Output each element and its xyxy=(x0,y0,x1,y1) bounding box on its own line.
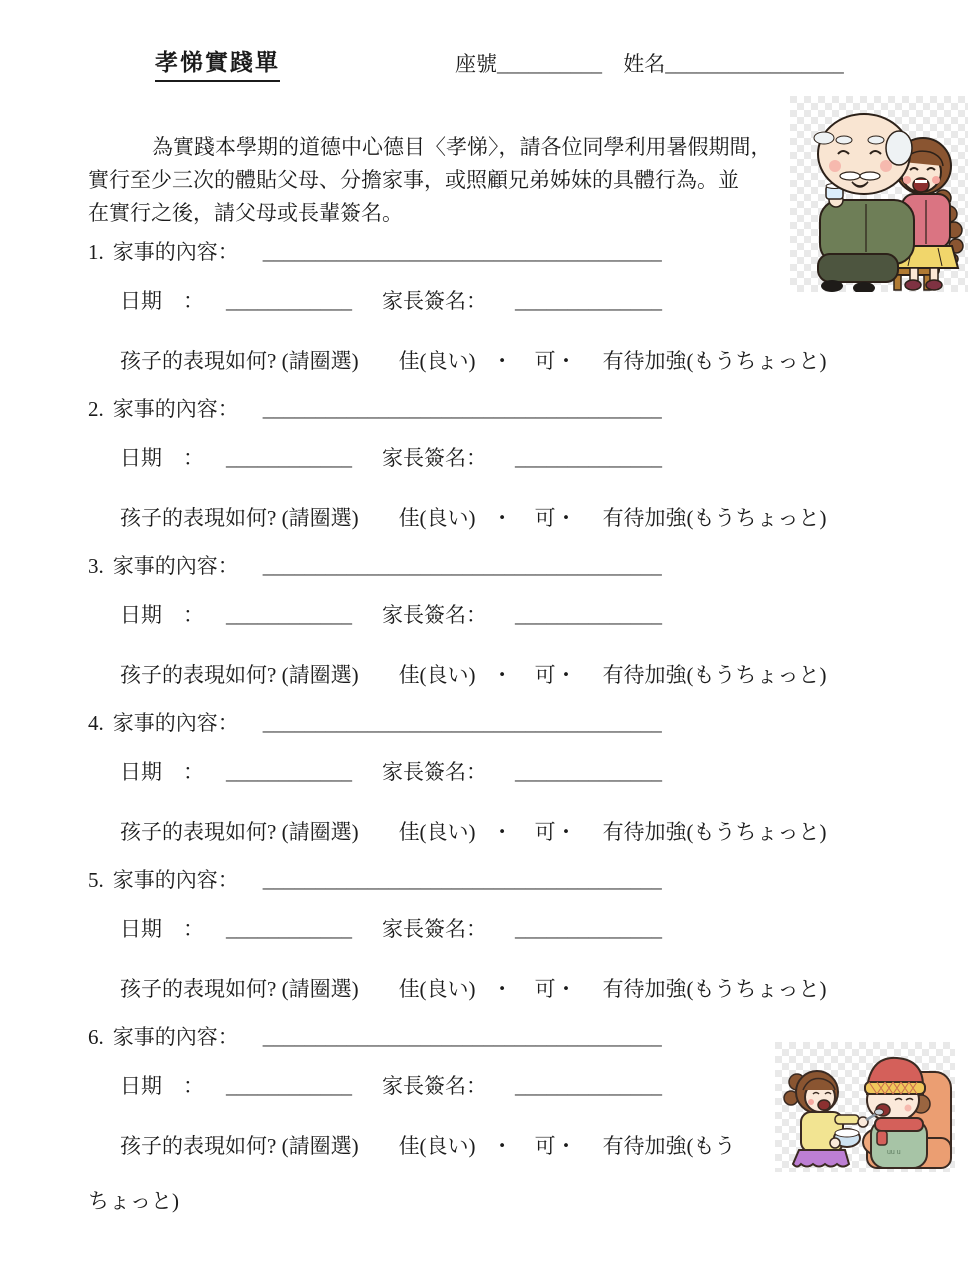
practice-item-5 xyxy=(0,865,970,1022)
parent-signature-blank[interactable]: ______________ xyxy=(515,917,662,941)
rating-option-ok[interactable]: 可・ xyxy=(534,977,577,1001)
rating-option-ok[interactable]: 可・ xyxy=(534,506,577,530)
header-fields xyxy=(455,48,844,78)
item-number: 3. xyxy=(88,554,104,578)
item-number: 4. xyxy=(88,711,104,735)
rating-separator: ・ xyxy=(491,506,513,530)
date-blank[interactable]: ____________ xyxy=(226,1074,352,1098)
date-label: 日期 ： xyxy=(120,446,204,470)
date-blank[interactable]: ____________ xyxy=(226,289,352,313)
date-label: 日期 ： xyxy=(120,1074,204,1098)
rating-separator: ・ xyxy=(491,1134,513,1158)
rating-option-good[interactable]: 佳(良い) xyxy=(398,506,476,530)
parent-signature-blank[interactable]: ______________ xyxy=(515,603,662,627)
parent-signature-blank[interactable]: ______________ xyxy=(515,1074,662,1098)
practice-item-4 xyxy=(0,708,970,865)
rating-option-needs-improvement-overflow: ちょっと) xyxy=(88,1189,179,1213)
practice-item-2 xyxy=(0,394,970,551)
parent-signature-label: 家長簽名： xyxy=(382,446,487,470)
date-blank[interactable]: ____________ xyxy=(226,917,352,941)
page-title: 孝悌實踐單 xyxy=(155,44,280,82)
svg-text:uu u: uu u xyxy=(887,1149,901,1156)
intro-line-2: 實行至少三次的體貼父母、分擔家事，或照顧兄弟姊妹的具體行為。並 xyxy=(88,168,739,192)
date-label: 日期 ： xyxy=(120,603,204,627)
rating-question: 孩子的表現如何? (請圈選) xyxy=(120,820,359,844)
rating-option-good[interactable]: 佳(良い) xyxy=(398,820,476,844)
parent-signature-blank[interactable]: ______________ xyxy=(515,760,662,784)
parent-signature-label: 家長簽名： xyxy=(382,760,487,784)
date-label: 日期 ： xyxy=(120,289,204,313)
chore-content-blank[interactable]: ______________________________________ xyxy=(262,554,662,578)
chore-content-blank[interactable]: ______________________________________ xyxy=(262,711,662,735)
illustration-feeding-grandmother xyxy=(775,1042,955,1172)
date-blank[interactable]: ____________ xyxy=(226,760,352,784)
parent-signature-blank[interactable]: ______________ xyxy=(515,289,662,313)
rating-option-ok[interactable]: 可・ xyxy=(534,349,577,373)
date-blank[interactable]: ____________ xyxy=(226,603,352,627)
chore-content-label: 家事的內容： xyxy=(112,1025,239,1049)
item-number: 1. xyxy=(88,240,104,264)
date-label: 日期 ： xyxy=(120,760,204,784)
intro-line-3: 在實行之後，請父母或長輩簽名。 xyxy=(88,201,403,225)
rating-question: 孩子的表現如何? (請圈選) xyxy=(120,1134,359,1158)
rating-option-ok[interactable]: 可・ xyxy=(534,820,577,844)
chore-content-blank[interactable]: ______________________________________ xyxy=(262,397,662,421)
name-label: 姓名 xyxy=(623,52,666,76)
header xyxy=(0,44,970,84)
parent-signature-label: 家長簽名： xyxy=(382,289,487,313)
grandfather-massage-icon xyxy=(790,96,968,292)
rating-option-needs-improvement[interactable]: 有待加強(もうちょっと) xyxy=(602,663,827,687)
intro-paragraph xyxy=(88,131,808,230)
rating-separator: ・ xyxy=(491,820,513,844)
feeding-grandmother-icon xyxy=(775,1042,955,1172)
name-blank[interactable]: _________________ xyxy=(665,52,844,76)
item-number: 2. xyxy=(88,397,104,421)
chore-content-blank[interactable]: ______________________________________ xyxy=(262,868,662,892)
practice-item-3 xyxy=(0,551,970,708)
date-label: 日期 ： xyxy=(120,917,204,941)
chore-content-label: 家事的內容： xyxy=(112,240,239,264)
seat-number-label: 座號 xyxy=(455,52,497,76)
chore-content-label: 家事的內容： xyxy=(112,554,239,578)
item-number: 5. xyxy=(88,868,104,892)
parent-signature-label: 家長簽名： xyxy=(382,603,487,627)
chore-content-label: 家事的內容： xyxy=(112,711,239,735)
rating-question: 孩子的表現如何? (請圈選) xyxy=(120,977,359,1001)
parent-signature-label: 家長簽名： xyxy=(382,917,487,941)
date-blank[interactable]: ____________ xyxy=(226,446,352,470)
rating-question: 孩子的表現如何? (請圈選) xyxy=(120,663,359,687)
chore-content-label: 家事的內容： xyxy=(112,868,239,892)
item-number: 6. xyxy=(88,1025,104,1049)
rating-option-needs-improvement[interactable]: 有待加強(もうちょっと) xyxy=(602,820,827,844)
rating-option-good[interactable]: 佳(良い) xyxy=(398,663,476,687)
chore-content-blank[interactable]: ______________________________________ xyxy=(262,240,662,264)
rating-question: 孩子的表現如何? (請圈選) xyxy=(120,349,359,373)
rating-option-needs-improvement[interactable]: 有待加強(もう xyxy=(602,1134,736,1158)
rating-option-needs-improvement[interactable]: 有待加強(もうちょっと) xyxy=(602,349,827,373)
rating-separator: ・ xyxy=(491,977,513,1001)
chore-content-blank[interactable]: ______________________________________ xyxy=(262,1025,662,1049)
rating-separator: ・ xyxy=(491,349,513,373)
intro-line-1: 為實踐本學期的道德中心德目〈孝悌〉，請各位同學利用暑假期間， xyxy=(152,135,772,159)
seat-number-blank[interactable]: __________ xyxy=(497,52,602,76)
chore-content-label: 家事的內容： xyxy=(112,397,239,421)
rating-separator: ・ xyxy=(491,663,513,687)
rating-option-needs-improvement[interactable]: 有待加強(もうちょっと) xyxy=(602,506,827,530)
parent-signature-label: 家長簽名： xyxy=(382,1074,487,1098)
rating-option-ok[interactable]: 可・ xyxy=(534,663,577,687)
rating-option-good[interactable]: 佳(良い) xyxy=(398,977,476,1001)
rating-option-good[interactable]: 佳(良い) xyxy=(398,1134,476,1158)
parent-signature-blank[interactable]: ______________ xyxy=(515,446,662,470)
practice-items xyxy=(0,237,970,1179)
rating-option-needs-improvement[interactable]: 有待加強(もうちょっと) xyxy=(602,977,827,1001)
rating-question: 孩子的表現如何? (請圈選) xyxy=(120,506,359,530)
rating-option-ok[interactable]: 可・ xyxy=(534,1134,577,1158)
rating-option-good[interactable]: 佳(良い) xyxy=(398,349,476,373)
illustration-grandfather-shoulder-massage xyxy=(790,96,968,292)
